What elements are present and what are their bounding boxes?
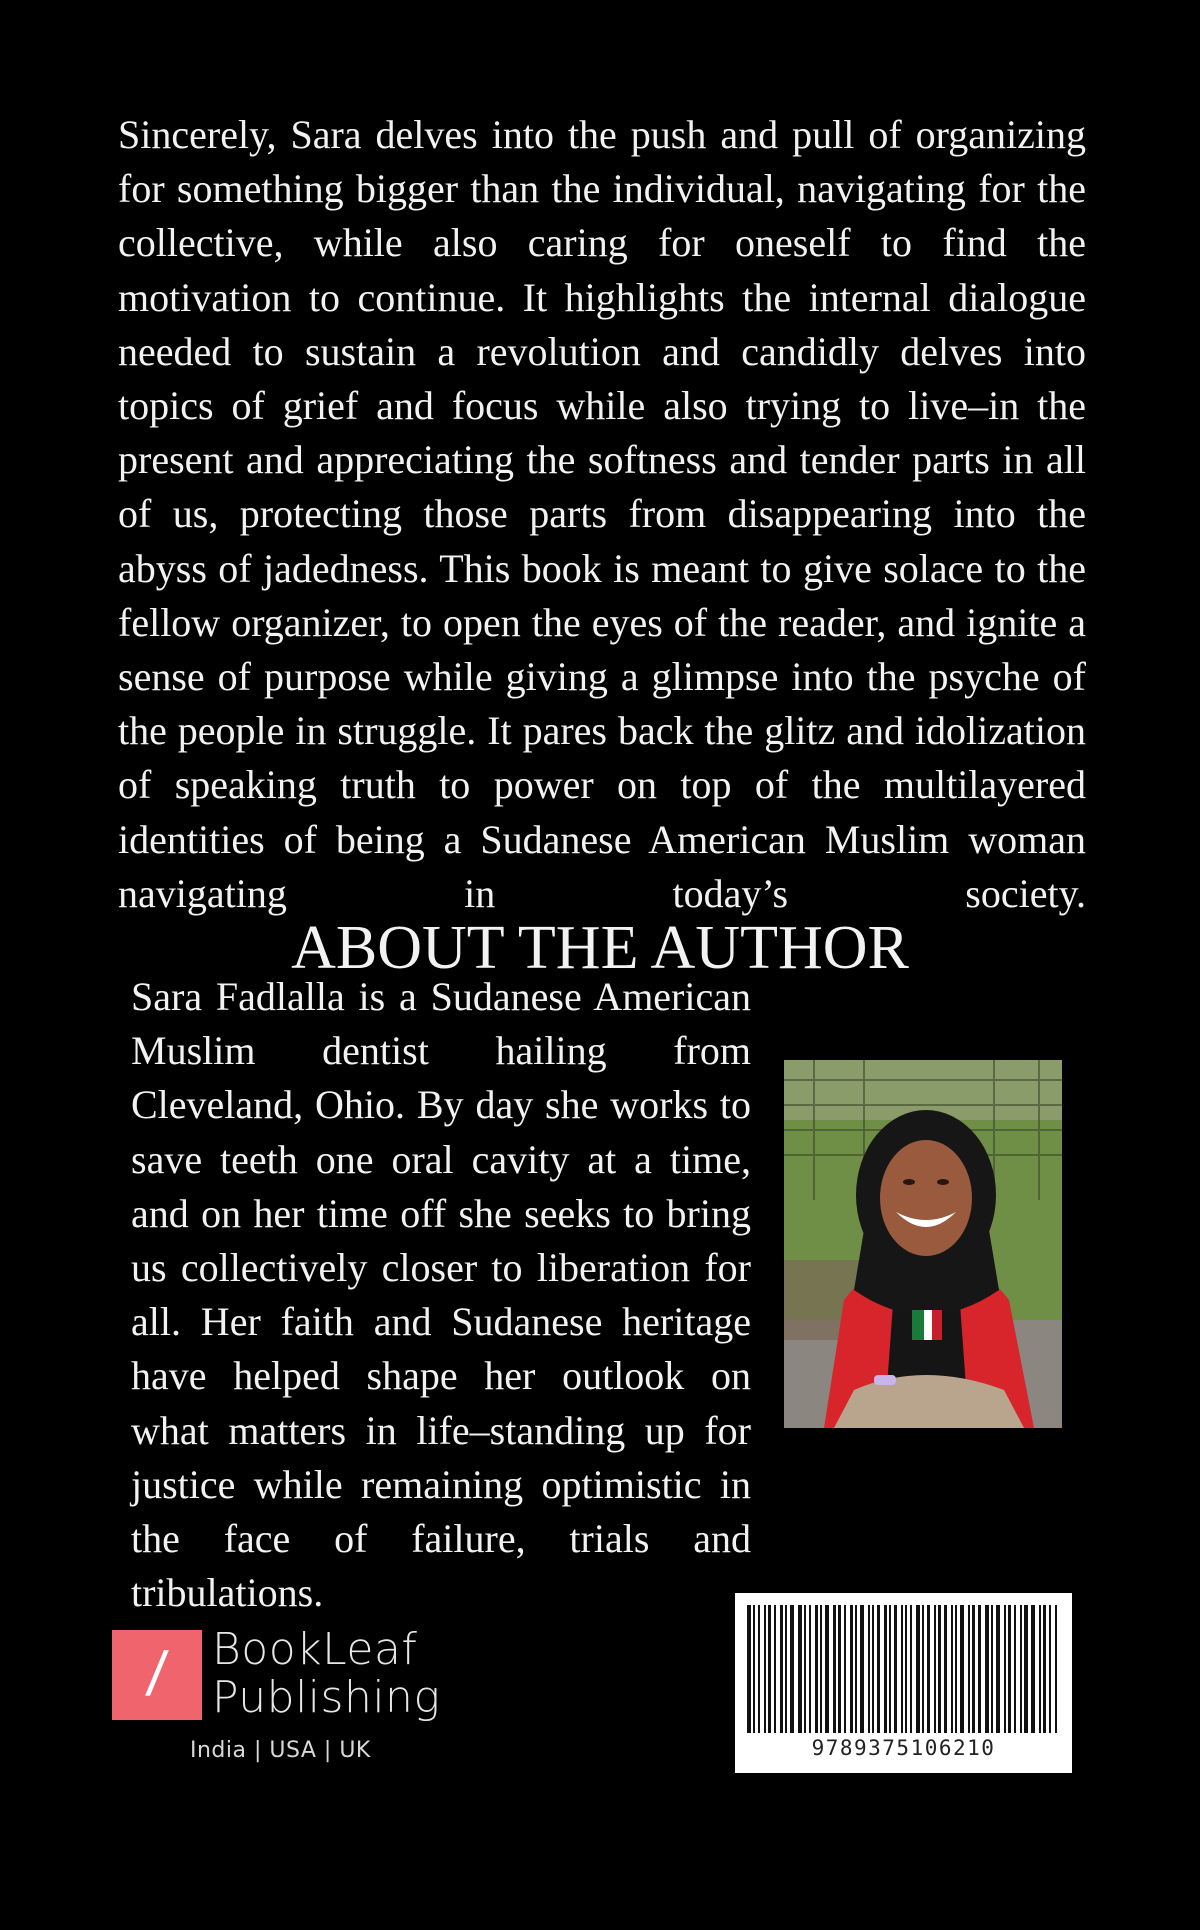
barcode-bar: [1049, 1605, 1051, 1733]
barcode-bar: [855, 1605, 857, 1733]
barcode-bar: [785, 1605, 787, 1733]
barcode-bar: [972, 1605, 975, 1733]
barcode-bar: [1014, 1605, 1016, 1733]
isbn-barcode: [735, 1593, 1072, 1773]
barcode-bar: [1020, 1605, 1022, 1733]
barcode-bar: [955, 1605, 957, 1733]
barcode-bar: [991, 1605, 993, 1733]
barcode-bar: [844, 1605, 846, 1733]
barcode-bar: [1024, 1605, 1028, 1733]
barcode-bar: [944, 1605, 947, 1733]
barcode-bar: [833, 1605, 836, 1733]
barcode-bar: [747, 1605, 751, 1733]
barcode-bar: [850, 1605, 853, 1733]
barcode-bar: [758, 1605, 760, 1733]
barcode-bar: [815, 1605, 818, 1733]
barcode-bar: [916, 1605, 920, 1733]
barcode-bar: [877, 1605, 880, 1733]
publisher-logo-mark: [112, 1630, 202, 1720]
publisher-name: [212, 1626, 440, 1722]
barcode-bar: [825, 1605, 829, 1733]
barcode-bar: [1055, 1605, 1057, 1733]
barcode-bar: [780, 1605, 783, 1733]
barcode-bar: [838, 1605, 841, 1733]
barcode-bar: [889, 1605, 891, 1733]
barcode-bar: [1008, 1605, 1011, 1733]
barcode-bar: [922, 1605, 924, 1733]
publisher-regions: India | USA | UK: [190, 1738, 371, 1763]
barcode-bar: [978, 1605, 981, 1733]
barcode-bar: [820, 1605, 822, 1733]
book-blurb: Sincerely, Sara delves into the push and pull of organizing for something bigger than the individual, navigating for the collective, while also caring for oneself to find the motivation to continue. It highlights the internal dialogue needed to sustain a revolution and candidly delves into topics of grief and focus while also trying to live–in the present and appreciating the softness and tender parts in all of us, protecting those parts from disappearing into the abyss of jadedness. This book is meant to give solace to the fellow organizer, to open the eyes of the reader, and ignite a sense of purpose while giving a glimpse into the psyche of the people in struggle. It pares back the glitz and idolization of speaking truth to power on top of the multilayered identities of being a Sudanese American Muslim woman navigating in today’s society.: [118, 112, 1086, 916]
barcode-bar: [905, 1605, 907, 1733]
barcode-bar: [804, 1605, 806, 1733]
publisher-name-line1: BookLeaf: [212, 1624, 418, 1675]
barcode-bar: [1004, 1605, 1006, 1733]
barcode-bar: [809, 1605, 811, 1733]
barcode-bar: [753, 1605, 755, 1733]
barcode-bar: [868, 1605, 870, 1733]
about-the-author-heading: ABOUT THE AUTHOR: [291, 914, 909, 982]
barcode-bar: [960, 1605, 964, 1733]
barcode-bar: [934, 1605, 936, 1733]
barcode-bar: [860, 1605, 864, 1733]
barcode-bar: [790, 1605, 794, 1733]
barcode-bar: [884, 1605, 887, 1733]
barcode-bar: [1039, 1605, 1041, 1733]
barcode-bar: [985, 1605, 989, 1733]
barcode-bar: [1043, 1605, 1046, 1733]
publisher-name-line2: Publishing: [212, 1672, 441, 1723]
barcode-bar: [927, 1605, 930, 1733]
barcode-bars: [743, 1605, 1064, 1733]
isbn-number: 9789375106210: [811, 1736, 996, 1760]
barcode-bar: [938, 1605, 941, 1733]
barcode-bar: [774, 1605, 776, 1733]
publisher-logo: [112, 1624, 452, 1770]
barcode-bar: [872, 1605, 874, 1733]
barcode-bar: [968, 1605, 970, 1733]
barcode-bar: [901, 1605, 903, 1733]
slash-icon: /: [143, 1640, 171, 1709]
barcode-bar: [894, 1605, 897, 1733]
barcode-bar: [798, 1605, 802, 1733]
author-bio: Sara Fadlalla is a Sudanese American Muslim dentist hailing from Cleveland, Ohio. By day she works to save teeth one oral cavity at a time, and on her time off she seeks to bring us collectively closer to liberation for all. Her faith and Sudanese heritage have helped shape her outlook on what matters in life–standing up for justice while remaining optimistic in the face of failure, trials and tribulations.: [131, 974, 751, 1616]
barcode-bar: [764, 1605, 766, 1733]
barcode-bar: [996, 1605, 1000, 1733]
author-photo: [784, 1060, 1062, 1428]
barcode-bar: [951, 1605, 953, 1733]
barcode-bar: [1031, 1605, 1035, 1733]
barcode-bar: [910, 1605, 912, 1733]
barcode-bar: [768, 1605, 771, 1733]
